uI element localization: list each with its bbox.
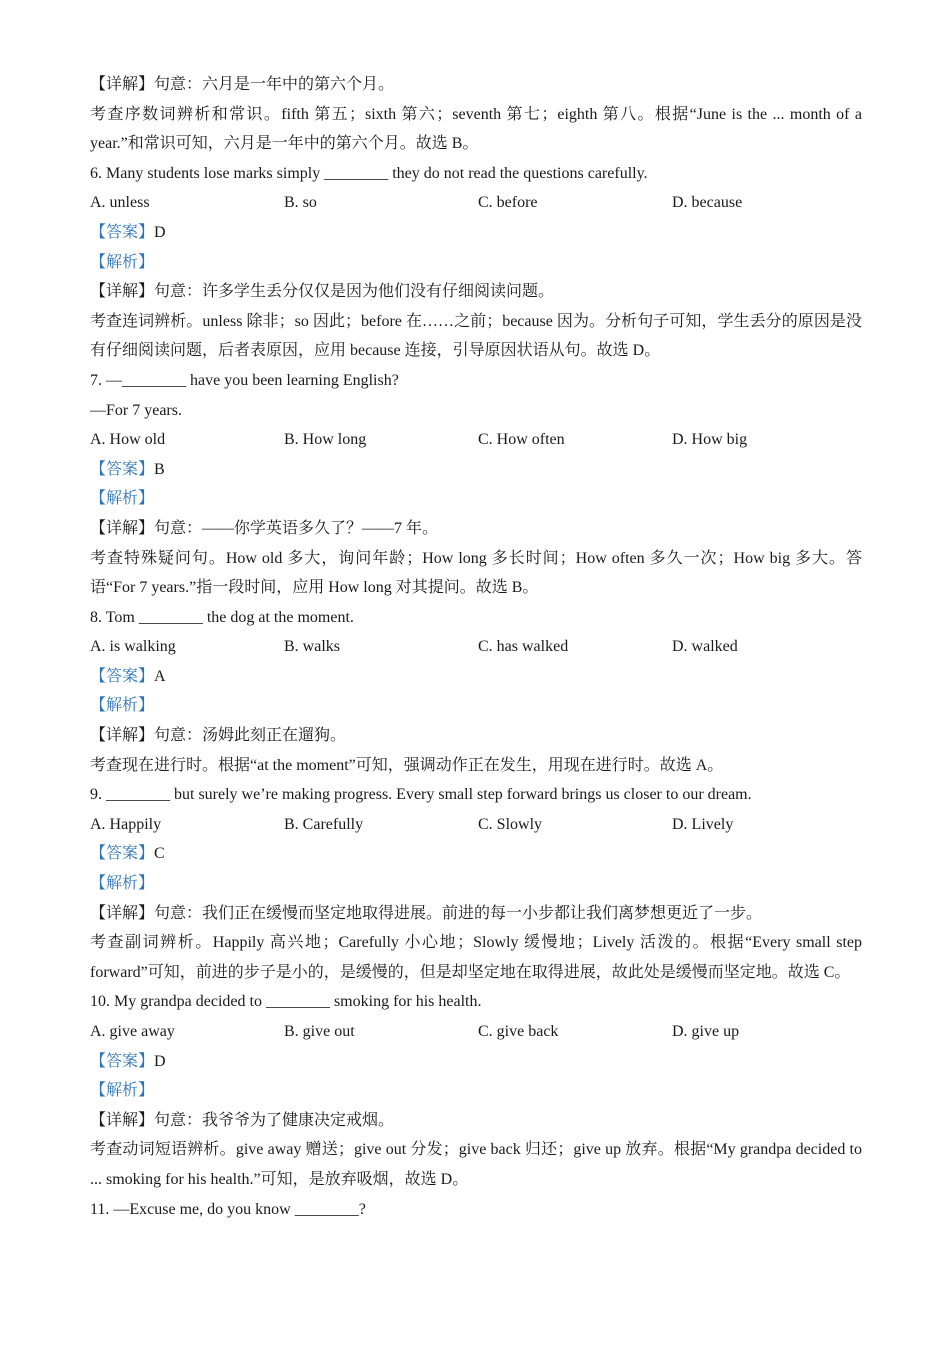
analysis-tag: 【解析】: [90, 697, 155, 715]
answer-options: [90, 1017, 862, 1047]
answer-line: [90, 839, 862, 869]
document-content: [90, 70, 862, 1224]
question-text: —For 7 years.: [90, 401, 182, 419]
option-d: D. because: [672, 194, 743, 212]
explanation-paragraph: 考查特殊疑问句。How old 多大，询问年龄；How long 多长时间；How often 多久一次；How big 多大。答语“For 7 years.”指一段时间，应用 How long 对其提问。故选 B。: [90, 549, 862, 597]
question-text: 11. —Excuse me, do you know ________?: [90, 1200, 366, 1218]
answer-options: [90, 188, 862, 218]
answer-tag: 【答案】: [90, 460, 155, 478]
explanation-paragraph: 【详解】句意：六月是一年中的第六个月。: [90, 76, 395, 93]
answer-line: [90, 1047, 862, 1077]
question-text: 10. My grandpa decided to ________ smoking for his health.: [90, 993, 482, 1011]
analysis-line: [90, 691, 862, 721]
analysis-line: [90, 869, 862, 899]
option-a: A. give away: [90, 1023, 175, 1040]
explanation-paragraph: 考查副词辨析。Happily 高兴地；Carefully 小心地；Slowly 缓慢地；Lively 活泼的。根据“Every small step forward”可知，前进的步子是小的，是缓慢的，但是却坚定地在取得进展，故此处是缓慢而坚定地。故选 C。: [90, 934, 862, 981]
option-a: A. unless: [90, 194, 150, 212]
explanation-paragraph: 考查连词辨析。unless 除非；so 因此；before 在……之前；because 因为。分析句子可知，学生丢分的原因是没有仔细阅读问题，后者表原因，应用 because 连接，引导原因状语从句。故选 D。: [90, 312, 862, 360]
analysis-tag: 【解析】: [90, 253, 155, 271]
analysis-line: [90, 484, 862, 514]
answer-tag: 【答案】: [90, 223, 155, 241]
option-c: C. has walked: [478, 638, 569, 656]
analysis-line: [90, 248, 862, 278]
option-b: B. Carefully: [284, 815, 364, 833]
option-b: B. How long: [284, 431, 367, 449]
option-c: C. give back: [478, 1023, 559, 1040]
option-b: B. walks: [284, 638, 340, 656]
analysis-tag: 【解析】: [90, 490, 155, 508]
option-d: D. How big: [672, 431, 748, 449]
explanation-paragraph: 【详解】句意：——你学英语多久了？——7 年。: [90, 519, 439, 537]
question-text: 8. Tom ________ the dog at the moment.: [90, 608, 354, 626]
question-text: 6. Many students lose marks simply ________ they do not read the questions carefully.: [90, 164, 648, 182]
explanation-paragraph: 考查现在进行时。根据“at the moment”可知，强调动作正在发生，用现在进行时。故选 A。: [90, 756, 724, 774]
option-b: B. so: [284, 194, 317, 212]
explanation-paragraph: 【详解】句意：汤姆此刻正在遛狗。: [90, 727, 347, 745]
option-b: B. give out: [284, 1023, 355, 1040]
option-c: C. before: [478, 194, 538, 212]
answer-options: [90, 425, 862, 455]
answer-value: C: [154, 845, 165, 863]
answer-options: [90, 810, 862, 840]
analysis-tag: 【解析】: [90, 1082, 155, 1100]
option-c: C. Slowly: [478, 815, 543, 833]
answer-value: D: [154, 223, 166, 241]
answer-value: D: [154, 1052, 166, 1070]
option-d: D. give up: [672, 1023, 740, 1040]
option-a: A. How old: [90, 431, 166, 449]
explanation-paragraph: 【详解】句意：我们正在缓慢而坚定地取得进展。前进的每一小步都让我们离梦想更近了一步。: [90, 904, 763, 922]
answer-tag: 【答案】: [90, 845, 155, 863]
option-d: D. walked: [672, 638, 738, 656]
answer-line: [90, 218, 862, 248]
answer-options: [90, 632, 862, 662]
option-c: C. How often: [478, 431, 565, 449]
explanation-paragraph: 考查动词短语辨析。give away 赠送；give out 分发；give back 归还；give up 放弃。根据“My grandpa decided to ... smoking for his health.”可知，是放弃吸烟，故选 D。: [90, 1141, 862, 1188]
answer-value: A: [154, 667, 166, 685]
option-a: A. Happily: [90, 815, 162, 833]
option-d: D. Lively: [672, 815, 734, 833]
answer-line: [90, 455, 862, 485]
answer-value: B: [154, 460, 165, 478]
option-a: A. is walking: [90, 638, 176, 656]
question-text: 9. ________ but surely we’re making progress. Every small step forward brings us closer to our dream.: [90, 786, 752, 804]
explanation-paragraph: 【详解】句意：我爷爷为了健康决定戒烟。: [90, 1111, 395, 1129]
analysis-tag: 【解析】: [90, 875, 155, 893]
explanation-paragraph: 【详解】句意：许多学生丢分仅仅是因为他们没有仔细阅读问题。: [90, 283, 555, 301]
answer-tag: 【答案】: [90, 1052, 155, 1070]
question-text: 7. —________ have you been learning English?: [90, 371, 399, 389]
answer-tag: 【答案】: [90, 667, 155, 685]
answer-line: [90, 662, 862, 692]
analysis-line: [90, 1076, 862, 1106]
explanation-paragraph: 考查序数词辨析和常识。fifth 第五；sixth 第六；seventh 第七；eighth 第八。根据“June is the ... month of a year.”和常识可知，六月是一年中的第六个月。故选 B。: [90, 105, 862, 153]
